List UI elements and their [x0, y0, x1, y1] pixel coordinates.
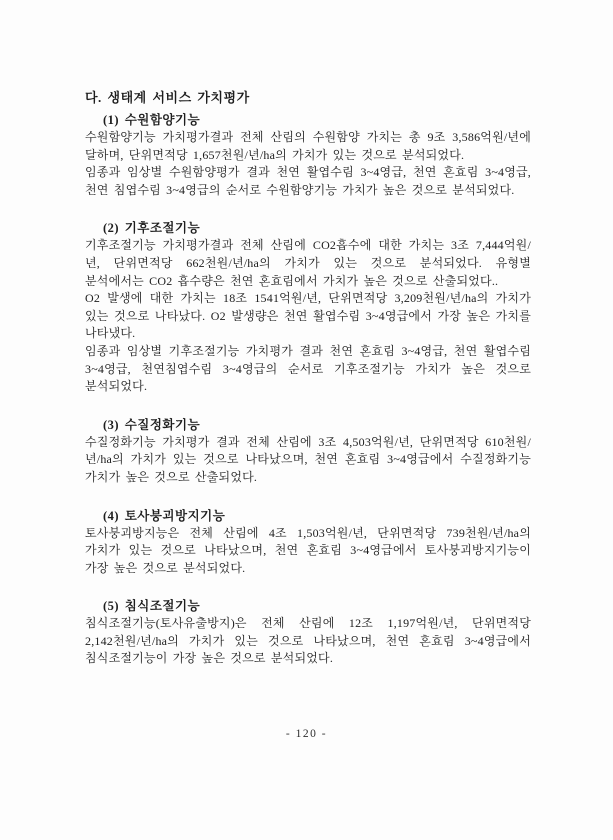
paragraph: 침식조절기능(토사유출방지)은 전체 산림에 12조 1,197억원/년, 단위면적당 2,142천원/년/ha의 가치가 있는 것으로 나타났으며, 천연 혼효림 3~4영급에서 침식조절기능이 가장 높은 것으로 분석되었다.	[85, 616, 531, 666]
subsection-water-purification	[85, 416, 531, 487]
paragraph: 기후조절기능 가치평가결과 전체 산림에 CO2흡수에 대한 가치는 3조 7,444억원/년, 단위면적당 662천원/년/ha의 가치가 있는 것으로 분석되었다. 유형별 분석에서는 CO2 흡수량은 천연 혼효림에서 가치가 높은 것으로 산출되었다..	[85, 238, 531, 288]
subsection-erosion-control	[85, 597, 531, 668]
page-number: - 120 -	[285, 728, 328, 740]
paragraph: O2 발생에 대한 가치는 18조 1541억원/년, 단위면적당 3,209천원/년/ha의 가치가 있는 것으로 나타났다. O2 발생량은 천연 활엽수림 3~4영급에서 가장 높은 가치를 나타냈다.	[85, 291, 531, 341]
paragraph: 수원함양기능 가치평가결과 전체 산림의 수원함양 가치는 총 9조 3,586억원/년에 달하며, 단위면적당 1,657천원/년/ha의 가치가 있는 것으로 분석되었다.	[85, 130, 531, 162]
paragraph: 임종과 임상별 수원함양평가 결과 천연 활엽수림 3~4영급, 천연 혼효림 3~4영급, 천연 침엽수림 3~4영급의 순서로 수원함양기능 가치가 높은 것으로 분석되었다.	[85, 165, 531, 197]
paragraph: 임종과 임상별 기후조절기능 가치평가 결과 천연 혼효림 3~4영급, 천연 활엽수림 3~4영급, 천연침엽수림 3~4영급의 순서로 기후조절기능 가치가 높은 것으로 분석되었다.	[85, 343, 531, 394]
paragraph: 수질정화기능 가치평가 결과 전체 산림에 3조 4,503억원/년, 단위면적당 610천원/년/ha의 가치가 있는 것으로 나타났으며, 천연 혼효림 3~4영급에서 수질정화기능 가치가 높은 것으로 산출되었다.	[85, 434, 531, 484]
subsection-heading: (1) 수원함양기능	[103, 113, 201, 127]
subsection-heading: (5) 침식조절기능	[103, 599, 201, 614]
subsection-heading: (3) 수질정화기능	[103, 417, 201, 432]
subsection-landslide-prevention	[85, 507, 531, 578]
subsection-heading: (4) 토사붕괴방지기능	[103, 508, 226, 523]
subsection-climate-regulation	[85, 219, 531, 395]
paragraph: 토사붕괴방지능은 전체 산림에 4조 1,503억원/년, 단위면적당 739천원/년/ha의 가치가 있는 것으로 나타났으며, 천연 혼효림 3~4영급에서 토사붕괴방지기능이 가장 높은 것으로 분석되었다.	[85, 525, 531, 575]
doc-title: 다. 생태계 서비스 가치평가	[85, 90, 250, 105]
subsection-heading: (2) 기후조절기능	[103, 221, 201, 236]
subsection-water-conservation	[85, 111, 531, 199]
